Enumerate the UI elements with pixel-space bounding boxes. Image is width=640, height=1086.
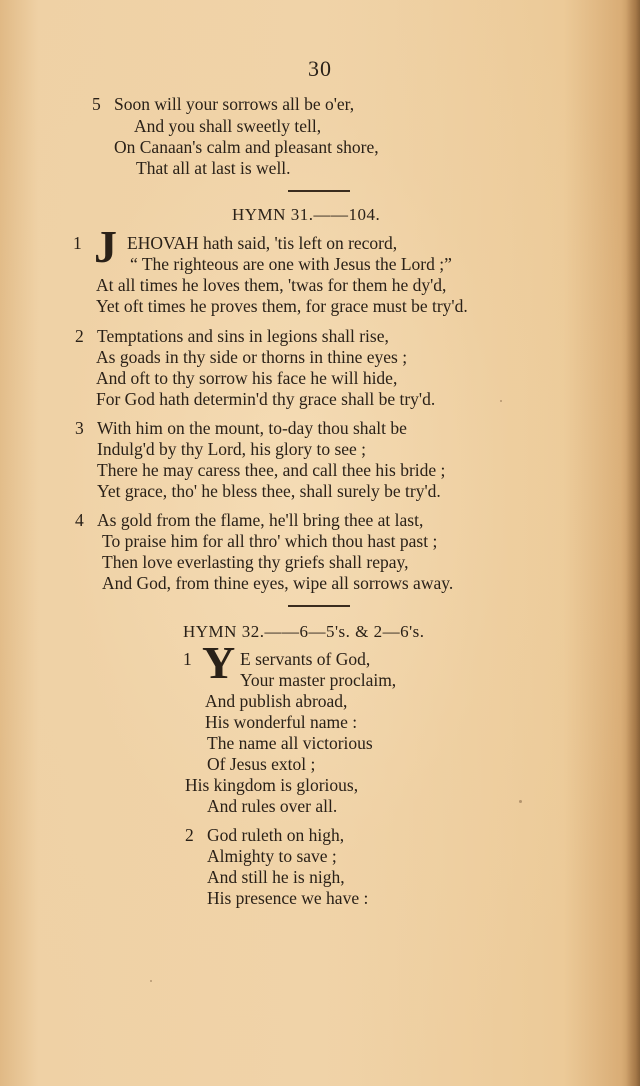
hymn-32-title: HYMN 32.——6—5's. & 2—6's. xyxy=(183,622,425,641)
verse-line: Of Jesus extol ; xyxy=(207,754,316,774)
section-divider xyxy=(288,190,350,192)
verse-number: 3 xyxy=(75,418,84,438)
paper-speck xyxy=(500,400,502,402)
verse-line: The name all victorious xyxy=(207,733,373,753)
verse-line: God ruleth on high, xyxy=(207,825,345,845)
verse-line: EHOVAH hath said, 'tis left on record, xyxy=(127,233,398,253)
verse-line: His presence we have : xyxy=(207,888,369,908)
verse-line: Then love everlasting thy griefs shall repay, xyxy=(102,552,409,572)
verse-line: His wonderful name : xyxy=(205,712,358,732)
verse-line: Indulg'd by thy Lord, his glory to see ; xyxy=(97,439,367,459)
verse-line: For God hath determin'd thy grace shall be try'd. xyxy=(96,389,436,409)
verse-line: Your master proclaim, xyxy=(240,670,397,690)
verse-line: On Canaan's calm and pleasant shore, xyxy=(114,137,379,157)
page-edge-shadow xyxy=(626,0,640,1086)
verse-line: And oft to thy sorrow his face he will hide, xyxy=(96,368,398,388)
verse-number: 2 xyxy=(75,326,84,346)
drop-cap: J xyxy=(94,221,117,272)
page-number: 30 xyxy=(308,56,332,81)
verse-line: His kingdom is glorious, xyxy=(185,775,359,795)
verse-line: And you shall sweetly tell, xyxy=(134,116,322,136)
hymn-31-title: HYMN 31.——104. xyxy=(232,205,381,224)
verse-line: At all times he loves them, 'twas for them he dy'd, xyxy=(96,275,447,295)
verse-line: Yet grace, tho' he bless thee, shall surely be try'd. xyxy=(97,481,441,501)
section-divider xyxy=(288,605,350,607)
verse-line: As goads in thy side or thorns in thine eyes ; xyxy=(96,347,408,367)
verse-number: 2 xyxy=(185,825,194,845)
verse-line: Temptations and sins in legions shall rise, xyxy=(97,326,389,346)
paper-speck xyxy=(519,800,522,803)
paper-speck xyxy=(150,980,152,982)
verse-line: Soon will your sorrows all be o'er, xyxy=(114,94,355,114)
verse-number: 5 xyxy=(92,94,101,114)
verse-number: 1 xyxy=(73,233,82,253)
verse-line: “ The righteous are one with Jesus the Lord ;” xyxy=(130,254,452,274)
verse-line: With him on the mount, to-day thou shalt be xyxy=(97,418,407,438)
verse-line: And still he is nigh, xyxy=(207,867,345,887)
verse-line: Almighty to save ; xyxy=(207,846,337,866)
verse-number: 4 xyxy=(75,510,84,530)
verse-line: And rules over all. xyxy=(207,796,338,816)
verse-number: 1 xyxy=(183,649,192,669)
verse-line: Yet oft times he proves them, for grace must be try'd. xyxy=(96,296,468,316)
verse-line: There he may caress thee, and call thee his bride ; xyxy=(97,460,446,480)
verse-line: That all at last is well. xyxy=(136,158,291,178)
verse-line: And God, from thine eyes, wipe all sorrows away. xyxy=(102,573,454,593)
verse-line: And publish abroad, xyxy=(205,691,348,711)
verse-line: To praise him for all thro' which thou hast past ; xyxy=(102,531,438,551)
verse-line: As gold from the flame, he'll bring thee at last, xyxy=(97,510,424,530)
verse-line: E servants of God, xyxy=(240,649,371,669)
drop-cap: Y xyxy=(202,637,236,688)
